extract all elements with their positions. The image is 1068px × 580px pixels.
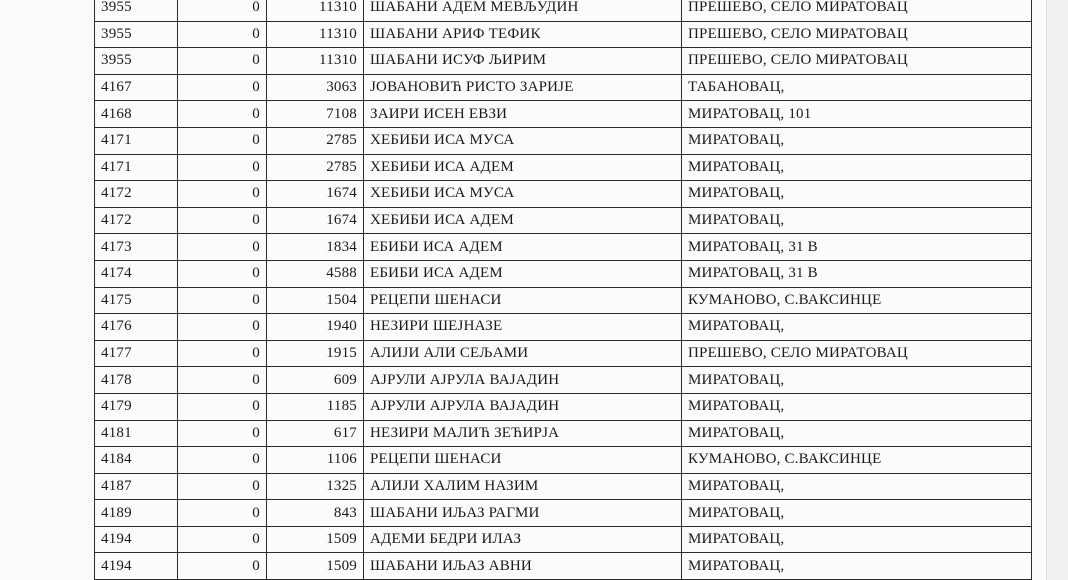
part-number-cell: 0 (178, 127, 267, 154)
address-cell: МИРАТОВАЦ, (682, 473, 1032, 500)
address-cell: МИРАТОВАЦ, (682, 181, 1032, 208)
table-row (95, 234, 1032, 261)
table-row (95, 447, 1032, 474)
parcel-number-cell: 3955 (95, 21, 178, 48)
parcel-number-cell: 4194 (95, 553, 178, 580)
area-cell: 2785 (267, 154, 364, 181)
address-cell: ПРЕШЕВО, СЕЛО МИРАТОВАЦ (682, 48, 1032, 75)
owner-name-cell: РЕЦЕПИ ШЕНАСИ (364, 447, 682, 474)
parcel-number-cell: 4172 (95, 207, 178, 234)
area-cell: 2785 (267, 127, 364, 154)
table-row (95, 287, 1032, 314)
address-cell: ТАБАНОВАЦ, (682, 74, 1032, 101)
owner-name-cell: РЕЦЕПИ ШЕНАСИ (364, 287, 682, 314)
parcel-number-cell: 4172 (95, 181, 178, 208)
part-number-cell: 0 (178, 367, 267, 394)
part-number-cell: 0 (178, 420, 267, 447)
address-cell: МИРАТОВАЦ, (682, 314, 1032, 341)
land-records-table (94, 0, 1032, 580)
address-cell: ПРЕШЕВО, СЕЛО МИРАТОВАЦ (682, 0, 1032, 21)
area-cell: 843 (267, 500, 364, 527)
area-cell: 3063 (267, 74, 364, 101)
parcel-number-cell: 4194 (95, 526, 178, 553)
owner-name-cell: АЛИЈИ ХАЛИМ НАЗИМ (364, 473, 682, 500)
area-cell: 1509 (267, 526, 364, 553)
owner-name-cell: ЕБИБИ ИСА АДЕМ (364, 234, 682, 261)
parcel-number-cell: 4176 (95, 314, 178, 341)
parcel-number-cell: 4184 (95, 447, 178, 474)
owner-name-cell: АЈРУЛИ АЈРУЛА ВАЈАДИН (364, 367, 682, 394)
table-row (95, 127, 1032, 154)
parcel-number-cell: 4178 (95, 367, 178, 394)
owner-name-cell: АДЕМИ БЕДРИ ИЛАЗ (364, 526, 682, 553)
parcel-number-cell: 4181 (95, 420, 178, 447)
table-row (95, 48, 1032, 75)
table-row (95, 553, 1032, 580)
parcel-number-cell: 4189 (95, 500, 178, 527)
area-cell: 7108 (267, 101, 364, 128)
area-cell: 1674 (267, 181, 364, 208)
table-row (95, 207, 1032, 234)
address-cell: МИРАТОВАЦ, (682, 127, 1032, 154)
area-cell: 1834 (267, 234, 364, 261)
owner-name-cell: НЕЗИРИ МАЛИЋ ЗЕЋИРЈА (364, 420, 682, 447)
owner-name-cell: ХЕБИБИ ИСА АДЕМ (364, 207, 682, 234)
owner-name-cell: ШАБАНИ ИЉАЗ АВНИ (364, 553, 682, 580)
address-cell: КУМАНОВО, С.ВАКСИНЦЕ (682, 447, 1032, 474)
part-number-cell: 0 (178, 101, 267, 128)
part-number-cell: 0 (178, 181, 267, 208)
part-number-cell: 0 (178, 500, 267, 527)
parcel-number-cell: 4177 (95, 340, 178, 367)
part-number-cell: 0 (178, 260, 267, 287)
address-cell: МИРАТОВАЦ, 31 В (682, 234, 1032, 261)
parcel-number-cell: 3955 (95, 48, 178, 75)
owner-name-cell: АЛИЈИ АЛИ СЕЉАМИ (364, 340, 682, 367)
table-row (95, 500, 1032, 527)
owner-name-cell: ШАБАНИ ИСУФ ЉИРИМ (364, 48, 682, 75)
address-cell: МИРАТОВАЦ, (682, 420, 1032, 447)
area-cell: 1940 (267, 314, 364, 341)
table-row (95, 154, 1032, 181)
part-number-cell: 0 (178, 393, 267, 420)
parcel-number-cell: 4179 (95, 393, 178, 420)
area-cell: 609 (267, 367, 364, 394)
area-cell: 1674 (267, 207, 364, 234)
table-row (95, 260, 1032, 287)
parcel-number-cell: 4168 (95, 101, 178, 128)
parcel-number-cell: 4171 (95, 154, 178, 181)
address-cell: МИРАТОВАЦ, (682, 500, 1032, 527)
part-number-cell: 0 (178, 234, 267, 261)
area-cell: 1106 (267, 447, 364, 474)
address-cell: МИРАТОВАЦ, (682, 154, 1032, 181)
owner-name-cell: ХЕБИБИ ИСА АДЕМ (364, 154, 682, 181)
part-number-cell: 0 (178, 154, 267, 181)
address-cell: МИРАТОВАЦ, (682, 207, 1032, 234)
part-number-cell: 0 (178, 287, 267, 314)
owner-name-cell: ШАБАНИ ИЉАЗ РАГМИ (364, 500, 682, 527)
part-number-cell: 0 (178, 48, 267, 75)
owner-name-cell: АЈРУЛИ АЈРУЛА ВАЈАДИН (364, 393, 682, 420)
table-row (95, 314, 1032, 341)
table-row (95, 420, 1032, 447)
owner-name-cell: НЕЗИРИ ШЕЈНАЗЕ (364, 314, 682, 341)
area-cell: 11310 (267, 48, 364, 75)
table-body (95, 0, 1032, 580)
part-number-cell: 0 (178, 340, 267, 367)
viewer-right-margin (1046, 0, 1068, 580)
area-cell: 1325 (267, 473, 364, 500)
part-number-cell: 0 (178, 447, 267, 474)
part-number-cell: 0 (178, 0, 267, 21)
owner-name-cell: ХЕБИБИ ИСА МУСА (364, 127, 682, 154)
table-row (95, 367, 1032, 394)
parcel-number-cell: 4187 (95, 473, 178, 500)
table-row (95, 526, 1032, 553)
address-cell: МИРАТОВАЦ, 101 (682, 101, 1032, 128)
parcel-number-cell: 4175 (95, 287, 178, 314)
owner-name-cell: ЕБИБИ ИСА АДЕМ (364, 260, 682, 287)
area-cell: 1504 (267, 287, 364, 314)
table-row (95, 473, 1032, 500)
area-cell: 4588 (267, 260, 364, 287)
part-number-cell: 0 (178, 314, 267, 341)
part-number-cell: 0 (178, 553, 267, 580)
part-number-cell: 0 (178, 21, 267, 48)
area-cell: 1185 (267, 393, 364, 420)
table-row (95, 101, 1032, 128)
area-cell: 11310 (267, 21, 364, 48)
address-cell: МИРАТОВАЦ, (682, 367, 1032, 394)
table-row (95, 0, 1032, 21)
area-cell: 1915 (267, 340, 364, 367)
table-row (95, 21, 1032, 48)
parcel-number-cell: 4171 (95, 127, 178, 154)
table-row (95, 393, 1032, 420)
part-number-cell: 0 (178, 207, 267, 234)
address-cell: МИРАТОВАЦ, (682, 393, 1032, 420)
part-number-cell: 0 (178, 473, 267, 500)
owner-name-cell: ШАБАНИ АРИФ ТЕФИК (364, 21, 682, 48)
parcel-number-cell: 4167 (95, 74, 178, 101)
part-number-cell: 0 (178, 74, 267, 101)
owner-name-cell: ХЕБИБИ ИСА МУСА (364, 181, 682, 208)
parcel-number-cell: 4174 (95, 260, 178, 287)
table-row (95, 181, 1032, 208)
address-cell: МИРАТОВАЦ, (682, 526, 1032, 553)
address-cell: МИРАТОВАЦ, 31 В (682, 260, 1032, 287)
address-cell: ПРЕШЕВО, СЕЛО МИРАТОВАЦ (682, 340, 1032, 367)
owner-name-cell: ЈОВАНОВИЋ РИСТО ЗАРИЈЕ (364, 74, 682, 101)
address-cell: МИРАТОВАЦ, (682, 553, 1032, 580)
table-row (95, 340, 1032, 367)
area-cell: 617 (267, 420, 364, 447)
table-row (95, 74, 1032, 101)
area-cell: 1509 (267, 553, 364, 580)
address-cell: ПРЕШЕВО, СЕЛО МИРАТОВАЦ (682, 21, 1032, 48)
address-cell: КУМАНОВО, С.ВАКСИНЦЕ (682, 287, 1032, 314)
parcel-number-cell: 3955 (95, 0, 178, 21)
owner-name-cell: ЗАИРИ ИСЕН ЕВЗИ (364, 101, 682, 128)
parcel-number-cell: 4173 (95, 234, 178, 261)
part-number-cell: 0 (178, 526, 267, 553)
owner-name-cell: ШАБАНИ АДЕМ МЕВЉУДИН (364, 0, 682, 21)
area-cell: 11310 (267, 0, 364, 21)
